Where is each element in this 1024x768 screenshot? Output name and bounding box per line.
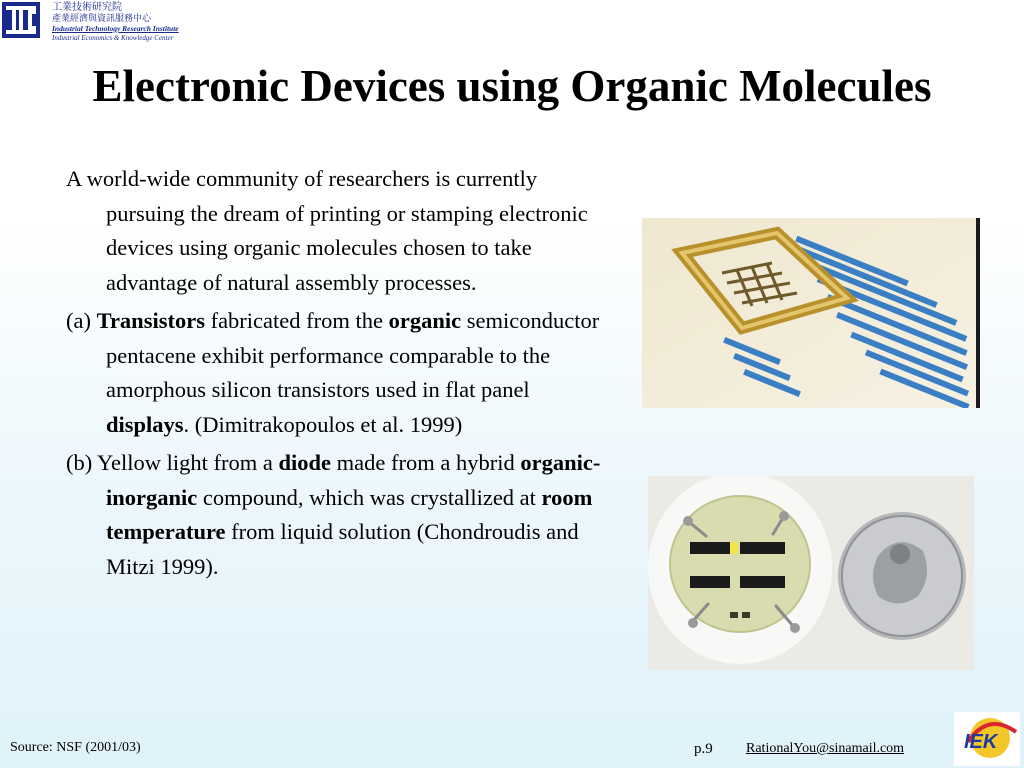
text-segment: (b) Yellow light from a <box>66 450 279 475</box>
org-name-zh-1: 工業技術研究院 <box>52 2 122 13</box>
bold-term: organic <box>388 308 462 333</box>
text-segment: from liquid solution (Chondroudis and Mitzi 1999). <box>106 519 579 579</box>
text-segment: A world-wide community of researchers is currently pursuing the dream of printing or stamping electronic devices using organic molecules chosen to take advantage of natural assembly processes. <box>66 166 588 295</box>
iek-logo-icon <box>954 712 1020 766</box>
bold-term: displays <box>106 411 184 437</box>
org-name-en-1: Industrial Technology Research Institute <box>52 24 179 33</box>
diode-and-coin-illustration <box>648 476 974 670</box>
contact-email-link[interactable]: RationalYou@sinamail.com <box>746 741 905 756</box>
text-segment: made from a hybrid <box>331 450 521 475</box>
organization-name <box>52 2 179 42</box>
paragraph-intro <box>66 162 606 300</box>
svg-text:IEK: IEK <box>964 731 998 753</box>
source-note: Source: NSF (2001/03) <box>10 740 141 755</box>
diode-and-coin-photo <box>648 476 974 670</box>
text-segment: . (Dimitrakopoulos et al. 1999) <box>183 411 463 437</box>
text-segment: (a) <box>66 308 97 333</box>
transistor-array-photo <box>642 218 980 408</box>
bold-term: room temperature <box>106 484 593 544</box>
text-segment: fabricated from the <box>204 308 389 333</box>
itri-logo-icon <box>2 2 40 38</box>
org-name-en-2: Industrial Economics & Knowledge Center <box>52 33 174 42</box>
slide-title: Electronic Devices using Organic Molecules <box>92 61 932 111</box>
org-name-zh-2: 產業經濟與資訊服務中心 <box>52 13 152 23</box>
header <box>2 2 262 42</box>
text-segment: semiconductor pentacene exhibit performance comparable to the amorphous silicon transistors used in flat panel <box>106 308 600 402</box>
bold-term: organic-inorganic <box>106 450 601 510</box>
paragraph-transistors <box>66 304 606 442</box>
page-number: p.9 <box>694 741 713 757</box>
text-segment: compound, which was crystallized at <box>197 484 542 510</box>
transistor-array-illustration <box>642 218 980 408</box>
paragraph-diode <box>66 446 606 584</box>
bold-term: Transistors <box>96 308 205 333</box>
slide-body <box>66 162 606 588</box>
bold-term: diode <box>278 450 332 475</box>
